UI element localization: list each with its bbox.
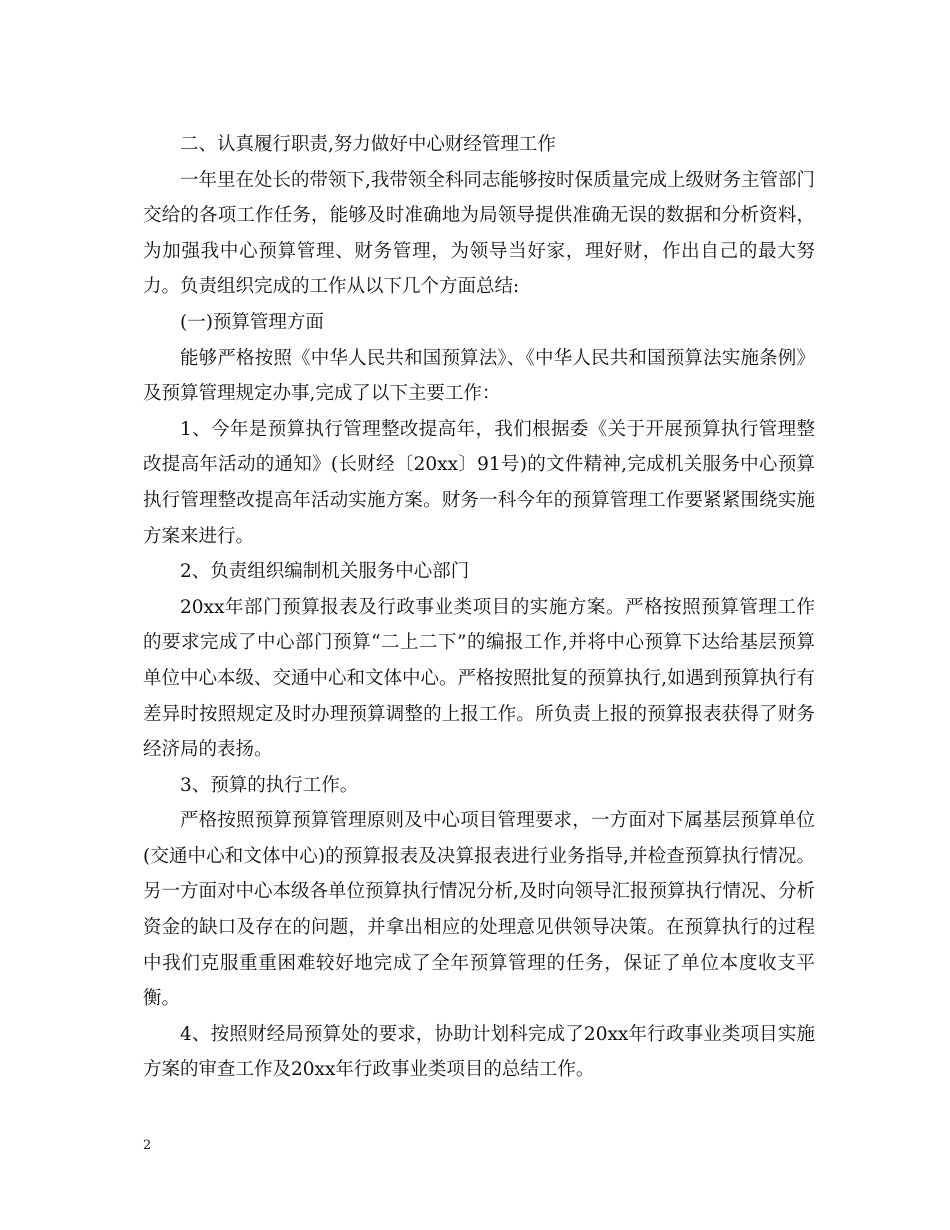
paragraph: 一年里在处长的带领下,我带领全科同志能够按时保质量完成上级财务主管部门交给的各项工作任务，能够及时准确地为局领导提供准确无误的数据和分析资料，为加强我中心预算管理、财务管理，为领导当好家，理好财，作出自己的最大努力。负责组织完成的工作从以下几个方面总结: xyxy=(143,169,815,298)
paragraph: 3、预算的执行工作。 xyxy=(180,774,359,796)
subsection-heading: (一)预算管理方面 xyxy=(180,311,324,333)
section-heading: 二、认真履行职责,努力做好中心财经管理工作 xyxy=(180,134,556,155)
paragraph: 能够严格按照《中华人民共和国预算法》、《中华人民共和国预算法实施条例》及预算管理规定办事,完成了以下主要工作： xyxy=(143,347,815,405)
paragraph: 1、今年是预算执行管理整改提高年，我们根据委《关于开展预算执行管理整改提高年活动的通知》(长财经〔20xx〕91号)的文件精神,完成机关服务中心预算执行管理整改提高年活动实施方案。财务一科今年的预算管理工作要紧紧围绕实施方案来进行。 xyxy=(143,418,815,547)
paragraph: 4、按照财经局预算处的要求，协助计划科完成了20xx年行政事业类项目实施方案的审查工作及20xx年行政事业类项目的总结工作。 xyxy=(143,1023,815,1081)
paragraph: 20xx年部门预算报表及行政事业类项目的实施方案。严格按照预算管理工作的要求完成了中心部门预算“二上二下”的编报工作,并将中心预算下达给基层预算单位中心本级、交通中心和文体中心。严格按照批复的预算执行,如遇到预算执行有差异时按照规定及时办理预算调整的上报工作。所负责上报的预算报表获得了财务经济局的表扬。 xyxy=(143,596,815,761)
paragraph: 2、负责组织编制机关服务中心部门 xyxy=(180,561,470,583)
page-number: 2 xyxy=(143,1138,152,1153)
paragraph: 严格按照预算预算管理原则及中心项目管理要求，一方面对下属基层预算单位(交通中心和文体中心)的预算报表及决算报表进行业务指导,并检查预算执行情况。另一方面对中心本级各单位预算执行情况分析,及时向领导汇报预算执行情况、分析资金的缺口及存在的问题，并拿出相应的处理意见供领导决策。在预算执行的过程中我们克服重重困难较好地完成了全年预算管理的任务，保证了单位本度收支平衡。 xyxy=(143,810,815,1010)
document-body xyxy=(143,127,815,1088)
